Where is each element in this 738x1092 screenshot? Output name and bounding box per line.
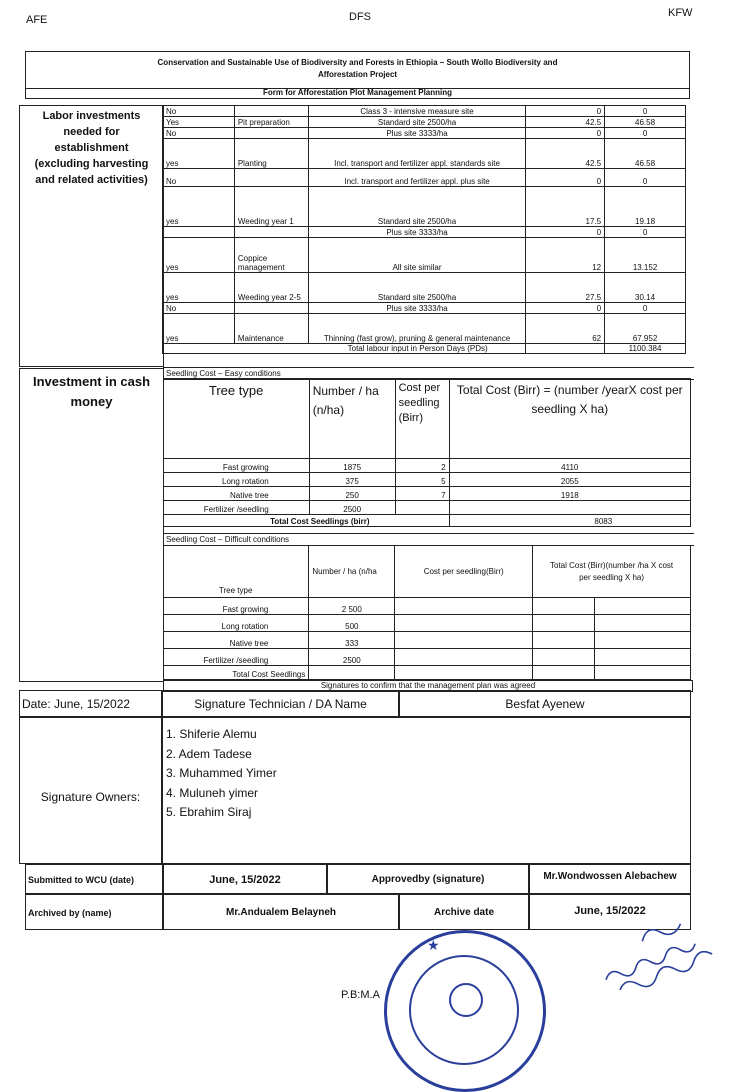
difficult-empty-cell xyxy=(533,632,595,649)
labor-activity xyxy=(234,227,308,238)
owner-3: 3. Muhammed Yimer xyxy=(166,766,277,780)
easy-seedling-row xyxy=(164,501,691,515)
easy-col-cost: Cost per seedling (Birr) xyxy=(395,379,449,459)
owner-2: 2. Adem Tadese xyxy=(166,746,252,761)
submitted-label: Submitted to WCU (date) xyxy=(25,864,163,894)
owners-label: Signature Owners: xyxy=(40,790,141,804)
easy-cost: 7 xyxy=(395,487,449,501)
labor-value-1: 62 xyxy=(526,314,605,344)
labor-yn: yes xyxy=(163,273,235,303)
labor-row xyxy=(163,128,686,139)
labor-table xyxy=(162,105,686,354)
labor-value-2: 30.14 xyxy=(605,273,686,303)
difficult-col-tree-type: Tree type xyxy=(163,546,309,598)
labor-value-2: 19.18 xyxy=(605,187,686,227)
labor-yn: yes xyxy=(163,139,235,169)
labor-value-1: 42.5 xyxy=(526,139,605,169)
labor-activity: Pit preparation xyxy=(234,117,308,128)
difficult-empty-cell xyxy=(595,615,691,632)
labor-row xyxy=(163,227,686,238)
labor-value-1: 0 xyxy=(526,128,605,139)
easy-total-value: 8083 xyxy=(449,515,690,527)
labor-value-1: 17.5 xyxy=(526,187,605,227)
header-left: AFE xyxy=(26,14,48,26)
labor-total-row xyxy=(163,344,686,354)
header-right: KFW xyxy=(668,7,693,19)
technician-label: Signature Technician / DA Name xyxy=(162,690,399,717)
labor-description: Incl. transport and fertilizer appl. plus site xyxy=(308,169,526,187)
difficult-seedling-row xyxy=(163,615,691,632)
labor-section-label: Labor investments needed for establishment (excluding harvesting and related activities) xyxy=(34,110,149,186)
labor-activity xyxy=(234,303,308,314)
signatures-caption: Signatures to confirm that the management plan was agreed xyxy=(163,680,693,692)
easy-col-number: Number / ha (n/ha) xyxy=(309,379,395,459)
labor-row xyxy=(163,273,686,303)
labor-value-1: 0 xyxy=(526,303,605,314)
difficult-seedling-row xyxy=(163,649,691,666)
difficult-total-label: Total Cost Seedlings xyxy=(163,666,309,680)
labor-activity: Planting xyxy=(234,139,308,169)
labor-description: Incl. transport and fertilizer appl. standards site xyxy=(308,139,526,169)
labor-description: Standard site 2500/ha xyxy=(308,273,526,303)
easy-seedling-row xyxy=(164,473,691,487)
easy-number: 1875 xyxy=(309,459,395,473)
signature-stroke-3 xyxy=(640,919,683,945)
difficult-number: 500 xyxy=(309,615,395,632)
difficult-seedling-row xyxy=(163,632,691,649)
difficult-empty-cell xyxy=(395,598,533,615)
difficult-seedling-table xyxy=(163,545,691,680)
owner-4: 4. Muluneh yimer xyxy=(166,785,259,800)
labor-value-2: 0 xyxy=(605,303,686,314)
labor-value-2: 0 xyxy=(605,106,686,117)
header-center: DFS xyxy=(349,11,371,23)
difficult-col-number: Number / ha (n/ha xyxy=(309,546,395,598)
easy-seedling-row xyxy=(164,487,691,501)
labor-activity xyxy=(234,169,308,187)
easy-number: 2500 xyxy=(309,501,395,515)
cash-section-label: Investment in cash money xyxy=(32,374,151,409)
easy-total: 2055 xyxy=(449,473,690,487)
owners-list xyxy=(162,717,691,864)
difficult-col-total: Total Cost (Birr)(number /ha X cost per seedling X ha) xyxy=(533,546,691,598)
archived-name: Mr.Andualem Belayneh xyxy=(163,894,399,930)
easy-number: 250 xyxy=(309,487,395,501)
labor-row xyxy=(163,117,686,128)
signature-stroke-1 xyxy=(604,939,697,984)
labor-description: All site similar xyxy=(308,238,526,273)
labor-yn: yes xyxy=(163,314,235,344)
difficult-tree-type: Fertilizer /seedling xyxy=(163,649,309,666)
title-line2: Afforestation Project xyxy=(317,70,398,79)
archive-date: June, 15/2022 xyxy=(529,894,691,930)
archived-label: Archived by (name) xyxy=(25,894,163,930)
labor-description: Plus site 3333/ha xyxy=(308,303,526,314)
labor-yn: No xyxy=(163,169,235,187)
labor-value-2: 0 xyxy=(605,227,686,238)
labor-row xyxy=(163,303,686,314)
easy-cost: 2 xyxy=(395,459,449,473)
easy-total: 1918 xyxy=(449,487,690,501)
labor-row xyxy=(163,314,686,344)
labor-yn: No xyxy=(163,128,235,139)
difficult-empty-cell xyxy=(395,632,533,649)
labor-description: Thinning (fast grow), pruning & general maintenance xyxy=(308,314,526,344)
easy-cost: 5 xyxy=(395,473,449,487)
easy-seedling-table xyxy=(163,378,691,527)
easy-total-label: Total Cost Seedlings (birr) xyxy=(164,515,450,527)
difficult-caption-text: Seedling Cost – Difficult conditions xyxy=(166,535,290,544)
difficult-tree-type: Fast growing xyxy=(163,598,309,615)
labor-description: Plus site 3333/ha xyxy=(308,227,526,238)
stamp-emblem xyxy=(449,983,483,1017)
document-title xyxy=(25,51,690,89)
cash-section-box xyxy=(19,368,164,682)
labor-value-1: 0 xyxy=(526,227,605,238)
labor-section-box xyxy=(19,105,164,367)
easy-tree-type: Fast growing xyxy=(164,459,310,473)
easy-col-tree-type: Tree type xyxy=(164,379,310,459)
labor-activity: Weeding year 1 xyxy=(234,187,308,227)
form-title: Form for Afforestation Plot Management Planning xyxy=(25,87,690,99)
sign-date: Date: June, 15/2022 xyxy=(19,690,162,717)
easy-total: 4110 xyxy=(449,459,690,473)
labor-row xyxy=(163,169,686,187)
difficult-empty-cell xyxy=(395,615,533,632)
labor-value-2: 0 xyxy=(605,169,686,187)
technician-name: Besfat Ayenew xyxy=(399,690,691,717)
difficult-empty-cell xyxy=(395,649,533,666)
labor-value-1: 0 xyxy=(526,169,605,187)
labor-activity: Coppice management xyxy=(234,238,308,273)
labor-row xyxy=(163,187,686,227)
title-line1: Conservation and Sustainable Use of Biodiversity and Forests in Ethiopia – South Wollo Biodiversity and xyxy=(157,58,558,67)
difficult-tree-type: Long rotation xyxy=(163,615,309,632)
submitted-date: June, 15/2022 xyxy=(163,864,327,894)
labor-value-2: 0 xyxy=(605,128,686,139)
difficult-number: 2500 xyxy=(309,649,395,666)
labor-row xyxy=(163,238,686,273)
footer-pbma: P.B:M.A xyxy=(341,989,380,1001)
labor-activity xyxy=(234,128,308,139)
difficult-empty-cell xyxy=(533,615,595,632)
archive-date-label: Archive date xyxy=(399,894,529,930)
labor-description: Standard site 2500/ha xyxy=(308,117,526,128)
official-stamp xyxy=(384,930,546,1092)
difficult-number: 333 xyxy=(309,632,395,649)
labor-row xyxy=(163,139,686,169)
easy-tree-type: Fertilizer /seedling xyxy=(164,501,310,515)
labor-value-1: 0 xyxy=(526,106,605,117)
difficult-empty-cell xyxy=(595,649,691,666)
labor-activity xyxy=(234,106,308,117)
owners-label-cell xyxy=(19,717,162,864)
labor-yn xyxy=(163,227,235,238)
labor-total-value: 1100.384 xyxy=(605,344,686,354)
owner-5: 5. Ebrahim Siraj xyxy=(166,805,252,819)
difficult-number: 2 500 xyxy=(309,598,395,615)
labor-value-1: 27.5 xyxy=(526,273,605,303)
stamp-star-icon: ★ xyxy=(427,937,440,953)
labor-value-2: 46.58 xyxy=(605,139,686,169)
labor-yn: yes xyxy=(163,187,235,227)
easy-tree-type: Native tree xyxy=(164,487,310,501)
labor-description: Standard site 2500/ha xyxy=(308,187,526,227)
labor-yn: yes xyxy=(163,238,235,273)
easy-number: 375 xyxy=(309,473,395,487)
approved-label: Approvedby (signature) xyxy=(327,864,529,894)
owner-1: 1. Shiferie Alemu xyxy=(166,727,257,741)
labor-description: Class 3 - intensive measure site xyxy=(308,106,526,117)
labor-yn: No xyxy=(163,303,235,314)
labor-value-1: 12 xyxy=(526,238,605,273)
labor-activity: Maintenance xyxy=(234,314,308,344)
difficult-empty-cell xyxy=(595,632,691,649)
labor-total-spacer xyxy=(526,344,605,354)
easy-tree-type: Long rotation xyxy=(164,473,310,487)
easy-seedling-row xyxy=(164,459,691,473)
labor-value-2: 67.952 xyxy=(605,314,686,344)
approved-name: Mr.Wondwossen Alebachew xyxy=(529,864,691,894)
difficult-col-cost: Cost per seedling(Birr) xyxy=(395,546,533,598)
labor-activity: Weeding year 2-5 xyxy=(234,273,308,303)
labor-value-2: 13.152 xyxy=(605,238,686,273)
difficult-empty-cell xyxy=(533,598,595,615)
labor-yn: No xyxy=(163,106,235,117)
labor-description: Plus site 3333/ha xyxy=(308,128,526,139)
approval-signature xyxy=(585,895,735,990)
easy-caption-text: Seedling Cost – Easy conditions xyxy=(166,369,281,378)
easy-col-total: Total Cost (Birr) = (number /yearX cost per seedling X ha) xyxy=(449,379,690,459)
difficult-seedling-row xyxy=(163,598,691,615)
labor-total-label: Total labour input in Person Days (PDs) xyxy=(163,344,526,354)
easy-cost xyxy=(395,501,449,515)
difficult-empty-cell xyxy=(533,649,595,666)
easy-total xyxy=(449,501,690,515)
difficult-empty-cell xyxy=(595,598,691,615)
labor-value-2: 46.58 xyxy=(605,117,686,128)
labor-value-1: 42.5 xyxy=(526,117,605,128)
difficult-tree-type: Native tree xyxy=(163,632,309,649)
labor-yn: Yes xyxy=(163,117,235,128)
labor-row xyxy=(163,106,686,117)
